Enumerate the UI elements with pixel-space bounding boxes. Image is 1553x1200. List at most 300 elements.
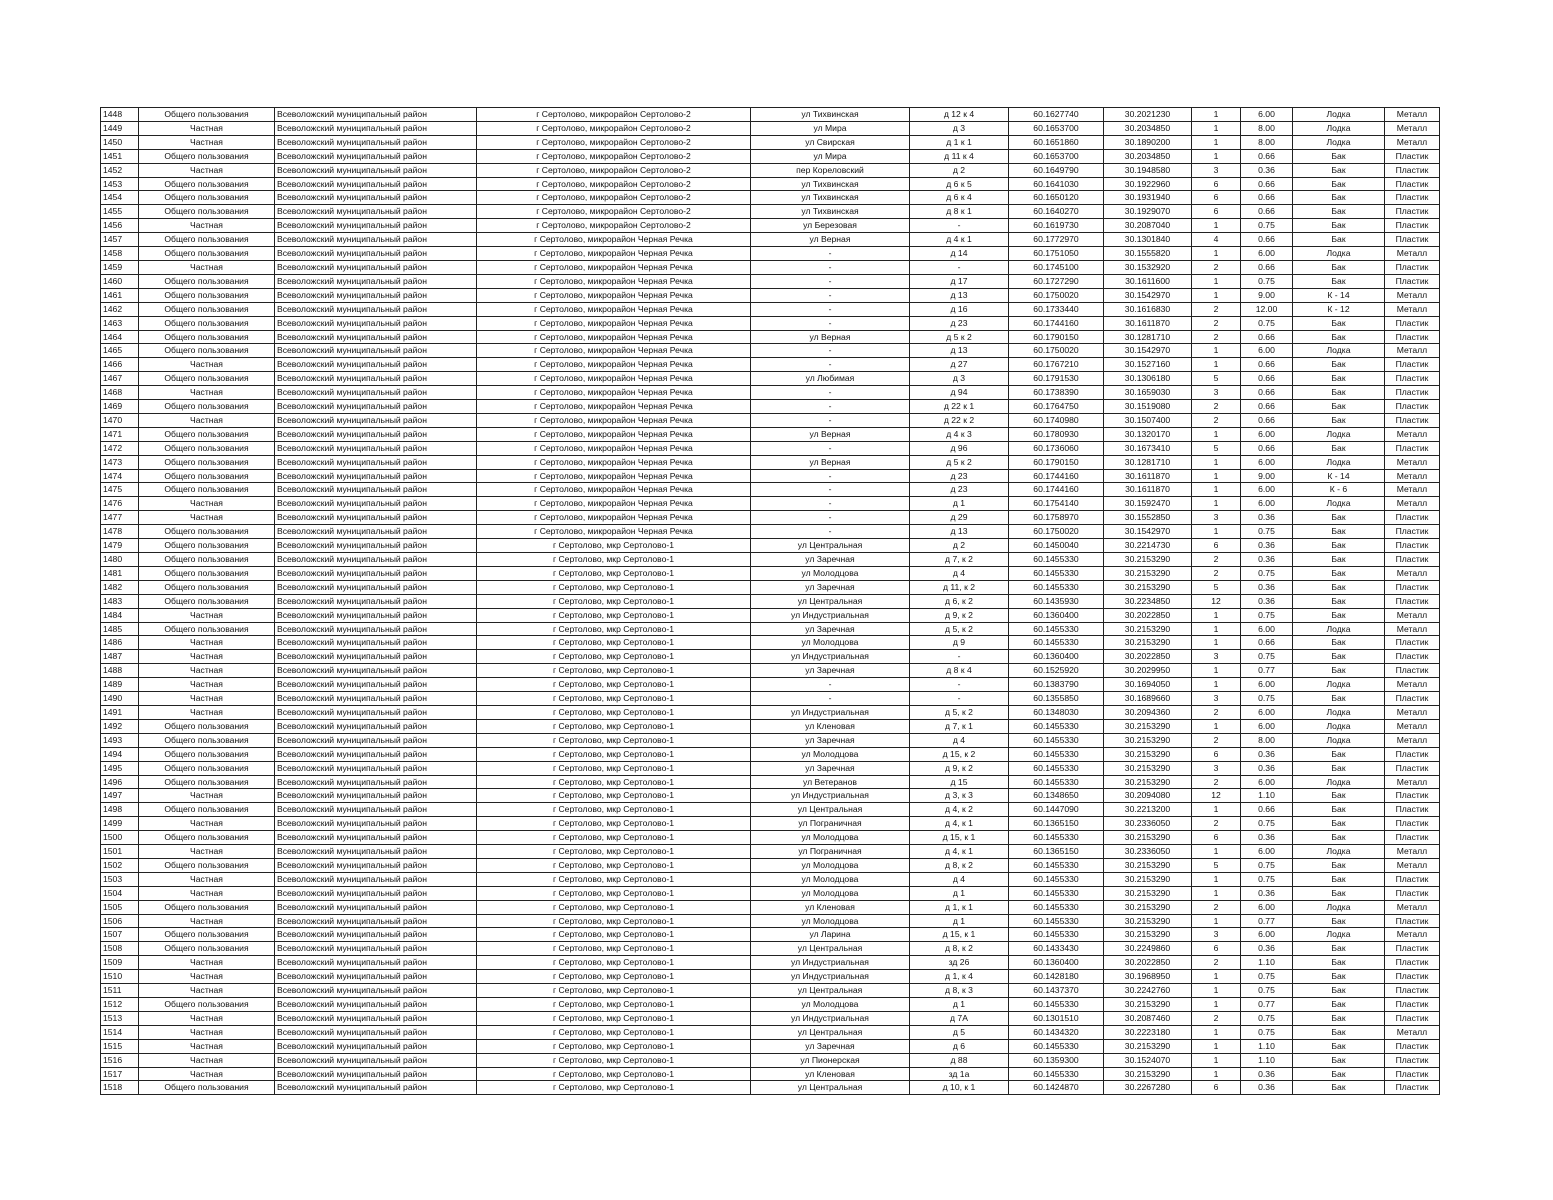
cell-latitude: 60.1745100 [1009, 260, 1104, 274]
table-row [101, 747, 1440, 761]
cell-building: д 12 к 4 [910, 108, 1009, 122]
cell-latitude: 60.1455330 [1009, 636, 1104, 650]
cell-ownership-type: Частная [139, 914, 275, 928]
cell-row-number: 1489 [101, 678, 139, 692]
cell-container-type: Бак [1293, 789, 1385, 803]
cell-container-volume: 1.10 [1241, 1053, 1293, 1067]
cell-street: ул Заречная [751, 1039, 910, 1053]
cell-row-number: 1488 [101, 664, 139, 678]
cell-container-count: 2 [1192, 566, 1241, 580]
cell-container-type: Бак [1293, 886, 1385, 900]
cell-container-material: Металл [1385, 344, 1440, 358]
cell-street: - [751, 497, 910, 511]
cell-container-material: Пластик [1385, 984, 1440, 998]
cell-container-count: 2 [1192, 553, 1241, 567]
cell-building: д 16 [910, 302, 1009, 316]
cell-locality: г Сертолово, мкр Сертолово-1 [477, 998, 751, 1012]
cell-row-number: 1492 [101, 719, 139, 733]
cell-ownership-type: Общего пользования [139, 400, 275, 414]
cell-container-type: Бак [1293, 566, 1385, 580]
cell-container-count: 2 [1192, 817, 1241, 831]
cell-row-number: 1478 [101, 525, 139, 539]
cell-latitude: 60.1428180 [1009, 970, 1104, 984]
cell-latitude: 60.1767210 [1009, 358, 1104, 372]
cell-ownership-type: Частная [139, 1039, 275, 1053]
table-row [101, 622, 1440, 636]
cell-locality: г Сертолово, микрорайон Сертолово-2 [477, 149, 751, 163]
cell-longitude: 30.2153290 [1104, 858, 1192, 872]
cell-row-number: 1514 [101, 1025, 139, 1039]
cell-district: Всеволожский муниципальный район [275, 831, 477, 845]
cell-ownership-type: Частная [139, 956, 275, 970]
cell-street: ул Центральная [751, 803, 910, 817]
cell-building: д 23 [910, 469, 1009, 483]
cell-latitude: 60.1455330 [1009, 719, 1104, 733]
cell-container-type: Бак [1293, 441, 1385, 455]
cell-locality: г Сертолово, мкр Сертолово-1 [477, 775, 751, 789]
cell-longitude: 30.1616830 [1104, 302, 1192, 316]
cell-building: д 3 [910, 372, 1009, 386]
cell-latitude: 60.1383790 [1009, 678, 1104, 692]
cell-ownership-type: Общего пользования [139, 858, 275, 872]
cell-ownership-type: Общего пользования [139, 177, 275, 191]
cell-container-type: Бак [1293, 1053, 1385, 1067]
cell-row-number: 1476 [101, 497, 139, 511]
cell-locality: г Сертолово, микрорайон Черная Речка [477, 511, 751, 525]
cell-container-count: 1 [1192, 288, 1241, 302]
cell-row-number: 1479 [101, 539, 139, 553]
cell-container-material: Металл [1385, 1025, 1440, 1039]
cell-district: Всеволожский муниципальный район [275, 121, 477, 135]
cell-longitude: 30.2153290 [1104, 622, 1192, 636]
cell-container-count: 1 [1192, 247, 1241, 261]
cell-building: д 13 [910, 344, 1009, 358]
cell-locality: г Сертолово, микрорайон Сертолово-2 [477, 219, 751, 233]
cell-street: - [751, 413, 910, 427]
cell-ownership-type: Общего пользования [139, 525, 275, 539]
cell-latitude: 60.1772970 [1009, 233, 1104, 247]
cell-building: д 6 [910, 1039, 1009, 1053]
table-row [101, 344, 1440, 358]
cell-container-volume: 8.00 [1241, 135, 1293, 149]
cell-district: Всеволожский муниципальный район [275, 400, 477, 414]
cell-latitude: 60.1750020 [1009, 525, 1104, 539]
cell-latitude: 60.1738390 [1009, 386, 1104, 400]
cell-container-material: Металл [1385, 622, 1440, 636]
cell-district: Всеволожский муниципальный район [275, 358, 477, 372]
cell-container-volume: 6.00 [1241, 483, 1293, 497]
cell-ownership-type: Частная [139, 163, 275, 177]
cell-container-material: Металл [1385, 608, 1440, 622]
cell-container-type: Лодка [1293, 108, 1385, 122]
cell-building: зд 26 [910, 956, 1009, 970]
cell-longitude: 30.2153290 [1104, 580, 1192, 594]
cell-longitude: 30.2242760 [1104, 984, 1192, 998]
cell-container-volume: 6.00 [1241, 455, 1293, 469]
cell-district: Всеволожский муниципальный район [275, 483, 477, 497]
cell-container-material: Пластик [1385, 817, 1440, 831]
cell-locality: г Сертолово, микрорайон Черная Речка [477, 525, 751, 539]
cell-district: Всеволожский муниципальный район [275, 914, 477, 928]
cell-container-material: Пластик [1385, 914, 1440, 928]
cell-building: д 8, к 2 [910, 858, 1009, 872]
cell-locality: г Сертолово, мкр Сертолово-1 [477, 1081, 751, 1095]
cell-container-count: 3 [1192, 692, 1241, 706]
table-row [101, 372, 1440, 386]
cell-container-material: Пластик [1385, 761, 1440, 775]
cell-container-type: Бак [1293, 511, 1385, 525]
cell-latitude: 60.1651860 [1009, 135, 1104, 149]
cell-longitude: 30.1519080 [1104, 400, 1192, 414]
table-row [101, 998, 1440, 1012]
cell-street: ул Молодцова [751, 636, 910, 650]
cell-ownership-type: Общего пользования [139, 205, 275, 219]
cell-container-type: Бак [1293, 914, 1385, 928]
cell-container-type: Бак [1293, 400, 1385, 414]
cell-container-volume: 0.66 [1241, 260, 1293, 274]
cell-ownership-type: Частная [139, 497, 275, 511]
cell-street: ул Индустриальная [751, 650, 910, 664]
cell-container-volume: 6.00 [1241, 622, 1293, 636]
table-row [101, 872, 1440, 886]
table-row [101, 247, 1440, 261]
cell-container-material: Металл [1385, 678, 1440, 692]
cell-container-material: Пластик [1385, 650, 1440, 664]
cell-district: Всеволожский муниципальный район [275, 1067, 477, 1081]
cell-container-count: 2 [1192, 260, 1241, 274]
cell-locality: г Сертолово, микрорайон Черная Речка [477, 274, 751, 288]
cell-district: Всеволожский муниципальный район [275, 942, 477, 956]
cell-container-type: Лодка [1293, 705, 1385, 719]
table-row [101, 121, 1440, 135]
table-row [101, 511, 1440, 525]
cell-container-material: Металл [1385, 302, 1440, 316]
cell-longitude: 30.2034850 [1104, 121, 1192, 135]
cell-container-material: Пластик [1385, 1039, 1440, 1053]
cell-building: - [910, 692, 1009, 706]
cell-container-volume: 0.66 [1241, 413, 1293, 427]
cell-container-volume: 8.00 [1241, 733, 1293, 747]
cell-container-count: 5 [1192, 858, 1241, 872]
cell-container-material: Пластик [1385, 886, 1440, 900]
cell-row-number: 1473 [101, 455, 139, 469]
cell-longitude: 30.2153290 [1104, 636, 1192, 650]
cell-latitude: 60.1301510 [1009, 1011, 1104, 1025]
cell-longitude: 30.2153290 [1104, 719, 1192, 733]
cell-row-number: 1448 [101, 108, 139, 122]
cell-container-type: Бак [1293, 525, 1385, 539]
cell-container-volume: 0.36 [1241, 1081, 1293, 1095]
cell-container-volume: 0.66 [1241, 191, 1293, 205]
cell-container-type: Бак [1293, 149, 1385, 163]
cell-locality: г Сертолово, мкр Сертолово-1 [477, 622, 751, 636]
cell-building: д 8, к 2 [910, 942, 1009, 956]
cell-district: Всеволожский муниципальный район [275, 747, 477, 761]
cell-street: ул Ларина [751, 928, 910, 942]
cell-locality: г Сертолово, мкр Сертолово-1 [477, 678, 751, 692]
cell-container-type: Бак [1293, 608, 1385, 622]
cell-container-count: 2 [1192, 330, 1241, 344]
cell-district: Всеволожский муниципальный район [275, 247, 477, 261]
cell-district: Всеволожский муниципальный район [275, 566, 477, 580]
cell-district: Всеволожский муниципальный район [275, 427, 477, 441]
cell-container-count: 3 [1192, 386, 1241, 400]
cell-street: - [751, 692, 910, 706]
cell-street: - [751, 511, 910, 525]
cell-ownership-type: Частная [139, 845, 275, 859]
cell-longitude: 30.1611600 [1104, 274, 1192, 288]
cell-district: Всеволожский муниципальный район [275, 733, 477, 747]
cell-container-count: 6 [1192, 177, 1241, 191]
cell-building: д 88 [910, 1053, 1009, 1067]
cell-container-count: 1 [1192, 664, 1241, 678]
cell-container-type: Бак [1293, 372, 1385, 386]
cell-container-type: Бак [1293, 998, 1385, 1012]
table-row [101, 636, 1440, 650]
cell-ownership-type: Общего пользования [139, 761, 275, 775]
cell-longitude: 30.1542970 [1104, 344, 1192, 358]
cell-building: д 1, к 4 [910, 970, 1009, 984]
cell-ownership-type: Общего пользования [139, 372, 275, 386]
cell-longitude: 30.2267280 [1104, 1081, 1192, 1095]
cell-container-material: Пластик [1385, 942, 1440, 956]
cell-container-material: Пластик [1385, 580, 1440, 594]
cell-ownership-type: Частная [139, 260, 275, 274]
cell-container-material: Металл [1385, 497, 1440, 511]
cell-district: Всеволожский муниципальный район [275, 900, 477, 914]
cell-latitude: 60.1433430 [1009, 942, 1104, 956]
cell-building: д 23 [910, 316, 1009, 330]
cell-ownership-type: Общего пользования [139, 1081, 275, 1095]
cell-row-number: 1477 [101, 511, 139, 525]
table-row [101, 1011, 1440, 1025]
cell-locality: г Сертолово, мкр Сертолово-1 [477, 817, 751, 831]
cell-street: - [751, 525, 910, 539]
cell-latitude: 60.1434320 [1009, 1025, 1104, 1039]
table-row [101, 497, 1440, 511]
cell-row-number: 1475 [101, 483, 139, 497]
cell-building: д 8 к 4 [910, 664, 1009, 678]
cell-container-type: Бак [1293, 205, 1385, 219]
cell-ownership-type: Общего пользования [139, 719, 275, 733]
cell-row-number: 1504 [101, 886, 139, 900]
cell-longitude: 30.2223180 [1104, 1025, 1192, 1039]
cell-latitude: 60.1455330 [1009, 858, 1104, 872]
cell-container-material: Металл [1385, 427, 1440, 441]
cell-container-material: Пластик [1385, 956, 1440, 970]
cell-ownership-type: Частная [139, 219, 275, 233]
cell-container-type: Лодка [1293, 135, 1385, 149]
cell-container-volume: 0.36 [1241, 886, 1293, 900]
cell-building: д 27 [910, 358, 1009, 372]
cell-locality: г Сертолово, микрорайон Черная Речка [477, 358, 751, 372]
cell-container-type: Бак [1293, 984, 1385, 998]
cell-latitude: 60.1455330 [1009, 872, 1104, 886]
table-row [101, 733, 1440, 747]
cell-longitude: 30.1306180 [1104, 372, 1192, 386]
cell-container-volume: 0.75 [1241, 274, 1293, 288]
cell-longitude: 30.2153290 [1104, 914, 1192, 928]
cell-row-number: 1509 [101, 956, 139, 970]
table-row [101, 149, 1440, 163]
cell-container-type: Бак [1293, 664, 1385, 678]
cell-row-number: 1465 [101, 344, 139, 358]
cell-container-material: Пластик [1385, 1011, 1440, 1025]
table-row [101, 1039, 1440, 1053]
cell-ownership-type: Общего пользования [139, 469, 275, 483]
cell-latitude: 60.1750020 [1009, 344, 1104, 358]
cell-container-material: Пластик [1385, 525, 1440, 539]
cell-row-number: 1505 [101, 900, 139, 914]
cell-street: - [751, 678, 910, 692]
cell-district: Всеволожский муниципальный район [275, 219, 477, 233]
cell-ownership-type: Частная [139, 872, 275, 886]
cell-building: - [910, 678, 1009, 692]
cell-longitude: 30.2034850 [1104, 149, 1192, 163]
cell-latitude: 60.1455330 [1009, 747, 1104, 761]
cell-longitude: 30.1527160 [1104, 358, 1192, 372]
cell-container-volume: 6.00 [1241, 719, 1293, 733]
cell-container-count: 1 [1192, 886, 1241, 900]
cell-container-volume: 0.36 [1241, 747, 1293, 761]
cell-container-material: Пластик [1385, 372, 1440, 386]
cell-street: - [751, 358, 910, 372]
cell-container-volume: 0.36 [1241, 580, 1293, 594]
cell-row-number: 1507 [101, 928, 139, 942]
cell-ownership-type: Частная [139, 984, 275, 998]
cell-row-number: 1469 [101, 400, 139, 414]
cell-container-material: Пластик [1385, 789, 1440, 803]
table-row [101, 219, 1440, 233]
cell-ownership-type: Частная [139, 705, 275, 719]
cell-locality: г Сертолово, микрорайон Сертолово-2 [477, 108, 751, 122]
cell-district: Всеволожский муниципальный район [275, 1081, 477, 1095]
cell-latitude: 60.1348650 [1009, 789, 1104, 803]
cell-locality: г Сертолово, микрорайон Черная Речка [477, 247, 751, 261]
cell-latitude: 60.1754140 [1009, 497, 1104, 511]
cell-container-count: 3 [1192, 761, 1241, 775]
cell-container-type: Бак [1293, 163, 1385, 177]
cell-longitude: 30.2022850 [1104, 608, 1192, 622]
cell-latitude: 60.1455330 [1009, 928, 1104, 942]
cell-locality: г Сертолово, мкр Сертолово-1 [477, 553, 751, 567]
cell-district: Всеволожский муниципальный район [275, 316, 477, 330]
table-row [101, 692, 1440, 706]
cell-building: д 8, к 3 [910, 984, 1009, 998]
cell-longitude: 30.2153290 [1104, 1039, 1192, 1053]
cell-street: ул Тихвинская [751, 205, 910, 219]
cell-container-material: Пластик [1385, 553, 1440, 567]
cell-locality: г Сертолово, микрорайон Сертолово-2 [477, 135, 751, 149]
cell-row-number: 1464 [101, 330, 139, 344]
cell-building: д 7А [910, 1011, 1009, 1025]
table-row [101, 1081, 1440, 1095]
cell-container-volume: 0.75 [1241, 525, 1293, 539]
cell-container-material: Пластик [1385, 219, 1440, 233]
cell-latitude: 60.1455330 [1009, 914, 1104, 928]
cell-district: Всеволожский муниципальный район [275, 233, 477, 247]
cell-container-volume: 0.75 [1241, 1011, 1293, 1025]
cell-container-volume: 0.66 [1241, 149, 1293, 163]
cell-container-material: Металл [1385, 705, 1440, 719]
cell-locality: г Сертолово, мкр Сертолово-1 [477, 566, 751, 580]
cell-container-material: Пластик [1385, 692, 1440, 706]
cell-district: Всеволожский муниципальный район [275, 678, 477, 692]
cell-row-number: 1501 [101, 845, 139, 859]
table-row [101, 650, 1440, 664]
cell-container-count: 1 [1192, 469, 1241, 483]
cell-container-type: Лодка [1293, 497, 1385, 511]
cell-container-volume: 0.75 [1241, 608, 1293, 622]
cell-container-volume: 0.36 [1241, 553, 1293, 567]
cell-container-type: Лодка [1293, 455, 1385, 469]
cell-container-material: Металл [1385, 566, 1440, 580]
cell-container-volume: 6.00 [1241, 928, 1293, 942]
table-row [101, 135, 1440, 149]
cell-row-number: 1459 [101, 260, 139, 274]
cell-locality: г Сертолово, микрорайон Черная Речка [477, 455, 751, 469]
cell-building: д 17 [910, 274, 1009, 288]
cell-container-volume: 0.36 [1241, 539, 1293, 553]
cell-container-volume: 0.75 [1241, 316, 1293, 330]
cell-longitude: 30.1611870 [1104, 469, 1192, 483]
container-sites-table [100, 107, 1440, 1095]
cell-ownership-type: Общего пользования [139, 942, 275, 956]
cell-street: - [751, 400, 910, 414]
cell-street: - [751, 483, 910, 497]
cell-container-volume: 0.75 [1241, 566, 1293, 580]
cell-container-count: 1 [1192, 344, 1241, 358]
cell-district: Всеволожский муниципальный район [275, 775, 477, 789]
cell-ownership-type: Частная [139, 1011, 275, 1025]
cell-building: д 7, к 2 [910, 553, 1009, 567]
cell-longitude: 30.2094080 [1104, 789, 1192, 803]
cell-street: - [751, 316, 910, 330]
cell-container-count: 1 [1192, 427, 1241, 441]
cell-container-type: Бак [1293, 386, 1385, 400]
table-row [101, 580, 1440, 594]
cell-container-material: Пластик [1385, 274, 1440, 288]
table-row [101, 1067, 1440, 1081]
cell-container-count: 2 [1192, 775, 1241, 789]
cell-container-volume: 6.00 [1241, 247, 1293, 261]
cell-longitude: 30.1929070 [1104, 205, 1192, 219]
cell-street: ул Центральная [751, 1025, 910, 1039]
cell-locality: г Сертолово, микрорайон Черная Речка [477, 413, 751, 427]
cell-district: Всеволожский муниципальный район [275, 956, 477, 970]
cell-row-number: 1450 [101, 135, 139, 149]
table-row [101, 984, 1440, 998]
cell-building: д 15, к 1 [910, 928, 1009, 942]
cell-row-number: 1486 [101, 636, 139, 650]
cell-latitude: 60.1619730 [1009, 219, 1104, 233]
cell-longitude: 30.2153290 [1104, 928, 1192, 942]
cell-row-number: 1482 [101, 580, 139, 594]
cell-building: д 15, к 1 [910, 831, 1009, 845]
cell-container-type: Бак [1293, 1067, 1385, 1081]
cell-district: Всеволожский муниципальный район [275, 1053, 477, 1067]
cell-street: ул Свирская [751, 135, 910, 149]
table-row [101, 441, 1440, 455]
cell-container-type: Бак [1293, 1025, 1385, 1039]
table-row [101, 525, 1440, 539]
cell-street: ул Центральная [751, 594, 910, 608]
table-row [101, 831, 1440, 845]
cell-street: ул Тихвинская [751, 177, 910, 191]
cell-locality: г Сертолово, микрорайон Черная Речка [477, 330, 751, 344]
cell-container-count: 1 [1192, 636, 1241, 650]
cell-row-number: 1487 [101, 650, 139, 664]
